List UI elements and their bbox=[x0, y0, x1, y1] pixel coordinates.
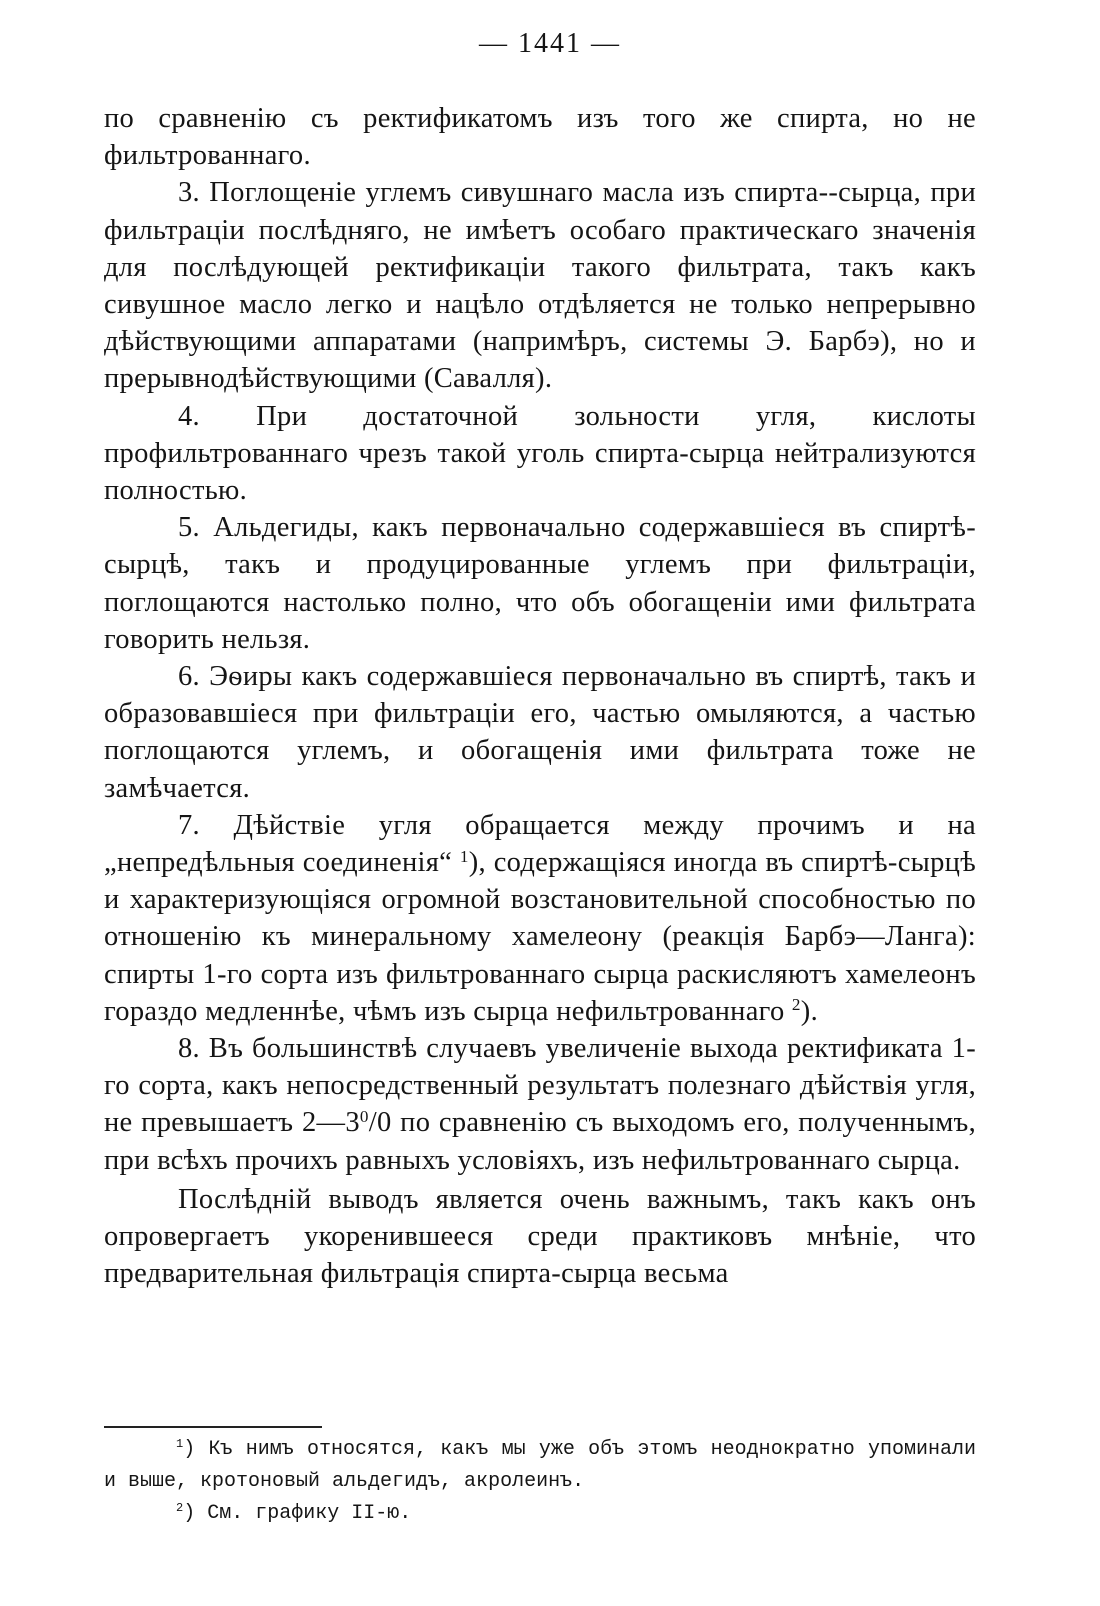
footnote-1 bbox=[104, 1434, 976, 1498]
footnote-ref-1: 1 bbox=[459, 846, 469, 866]
paragraph-7-text-a: 7. Дѣйствіе угля обращается между прочимъ и на „непредѣльныя соединенія“ bbox=[104, 809, 976, 879]
paragraph-5: 5. Альдегиды, какъ первоначально содержавшіеся въ спиртѣ-сырцѣ, такъ и продуцированные углемъ при фильтраціи, поглощаются настолько полно, что объ обогащеніи ими фильтрата говорить нельзя. bbox=[104, 512, 976, 655]
footnote-2 bbox=[104, 1498, 976, 1530]
paragraph-continuation: по сравненію съ ректификатомъ изъ того же спирта, но не фильтрованнаго. bbox=[104, 103, 976, 172]
paragraph-7-text-c: ). bbox=[800, 995, 818, 1027]
percent-degree-mark: 0 bbox=[359, 1107, 369, 1127]
paragraph-6: 6. Эѳиры какъ содержавшіеся первоначально въ спиртѣ, такъ и образовавшіеся при фильтраціи его, частью омыляются, а частью поглощаются углемъ, и обогащенія ими фильтрата тоже не замѣчается. bbox=[104, 661, 976, 804]
main-text bbox=[104, 100, 976, 1293]
paragraph-4: 4. При достаточной зольности угля, кислоты профильтрованнаго чрезъ такой уголь спирта-сырца нейтрализуются полностью. bbox=[104, 400, 976, 507]
footnote-2-text: ) См. графику II-ю. bbox=[183, 1502, 412, 1525]
footnotes bbox=[104, 1434, 976, 1530]
page-number: — 1441 — bbox=[479, 28, 621, 59]
paragraph-7 bbox=[104, 807, 976, 1030]
paragraph-8-text-a: 8. Въ большинствѣ случаевъ увеличеніе выхода ректификата 1-го сорта, какъ непосредственный результатъ полезнаго дѣйствія угля, не превышаетъ 2—3 bbox=[104, 1033, 976, 1139]
paragraph-8 bbox=[104, 1030, 976, 1179]
footnote-2-mark: 2 bbox=[176, 1501, 184, 1516]
footnote-1-text: ) Къ нимъ относятся, какъ мы уже объ этомъ неоднократно упоминали и выше, кротоновый альдегидъ, акролеинъ. bbox=[104, 1438, 976, 1493]
footnote-1-mark: 1 bbox=[176, 1437, 184, 1452]
paragraph-7-text-b: ), содержащіяся иногда въ спиртѣ-сырцѣ и характеризующіяся огромной возстановительной способностью по отношенію къ минеральному хамелеону (реакція Барбэ—Ланга): спирты 1-го сорта изъ фильтрованнаго сырца раскисляютъ хамелеонъ гораздо медленнѣе, чѣмъ изъ сырца нефильтрованнаго bbox=[104, 847, 976, 1027]
footnote-separator bbox=[104, 1426, 322, 1428]
footnote-ref-2: 2 bbox=[791, 995, 801, 1015]
paragraph-8-text-b: /0 по сравненію съ выходомъ его, полученнымъ, при всѣхъ прочихъ равныхъ условіяхъ, изъ нефильтрованнаго сырца. bbox=[104, 1107, 976, 1176]
paragraph-3: 3. Поглощеніе углемъ сивушнаго масла изъ спирта--сырца, при фильтраціи послѣдняго, не имѣетъ особаго практическаго значенія для послѣдующей ректификаціи такого фильтрата, такъ какъ сивушное масло легко и нацѣло отдѣляется не только непрерывно дѣйствующими аппаратами (напримѣръ, системы Э. Барбэ), но и прерывнодѣйствующими (Савалля). bbox=[104, 177, 976, 395]
paragraph-conclusion: Послѣдній выводъ является очень важнымъ, такъ какъ онъ опровергаетъ укоренившееся среди практиковъ мнѣніе, что предварительная фильтрація спирта-сырца весьма bbox=[104, 1183, 976, 1290]
